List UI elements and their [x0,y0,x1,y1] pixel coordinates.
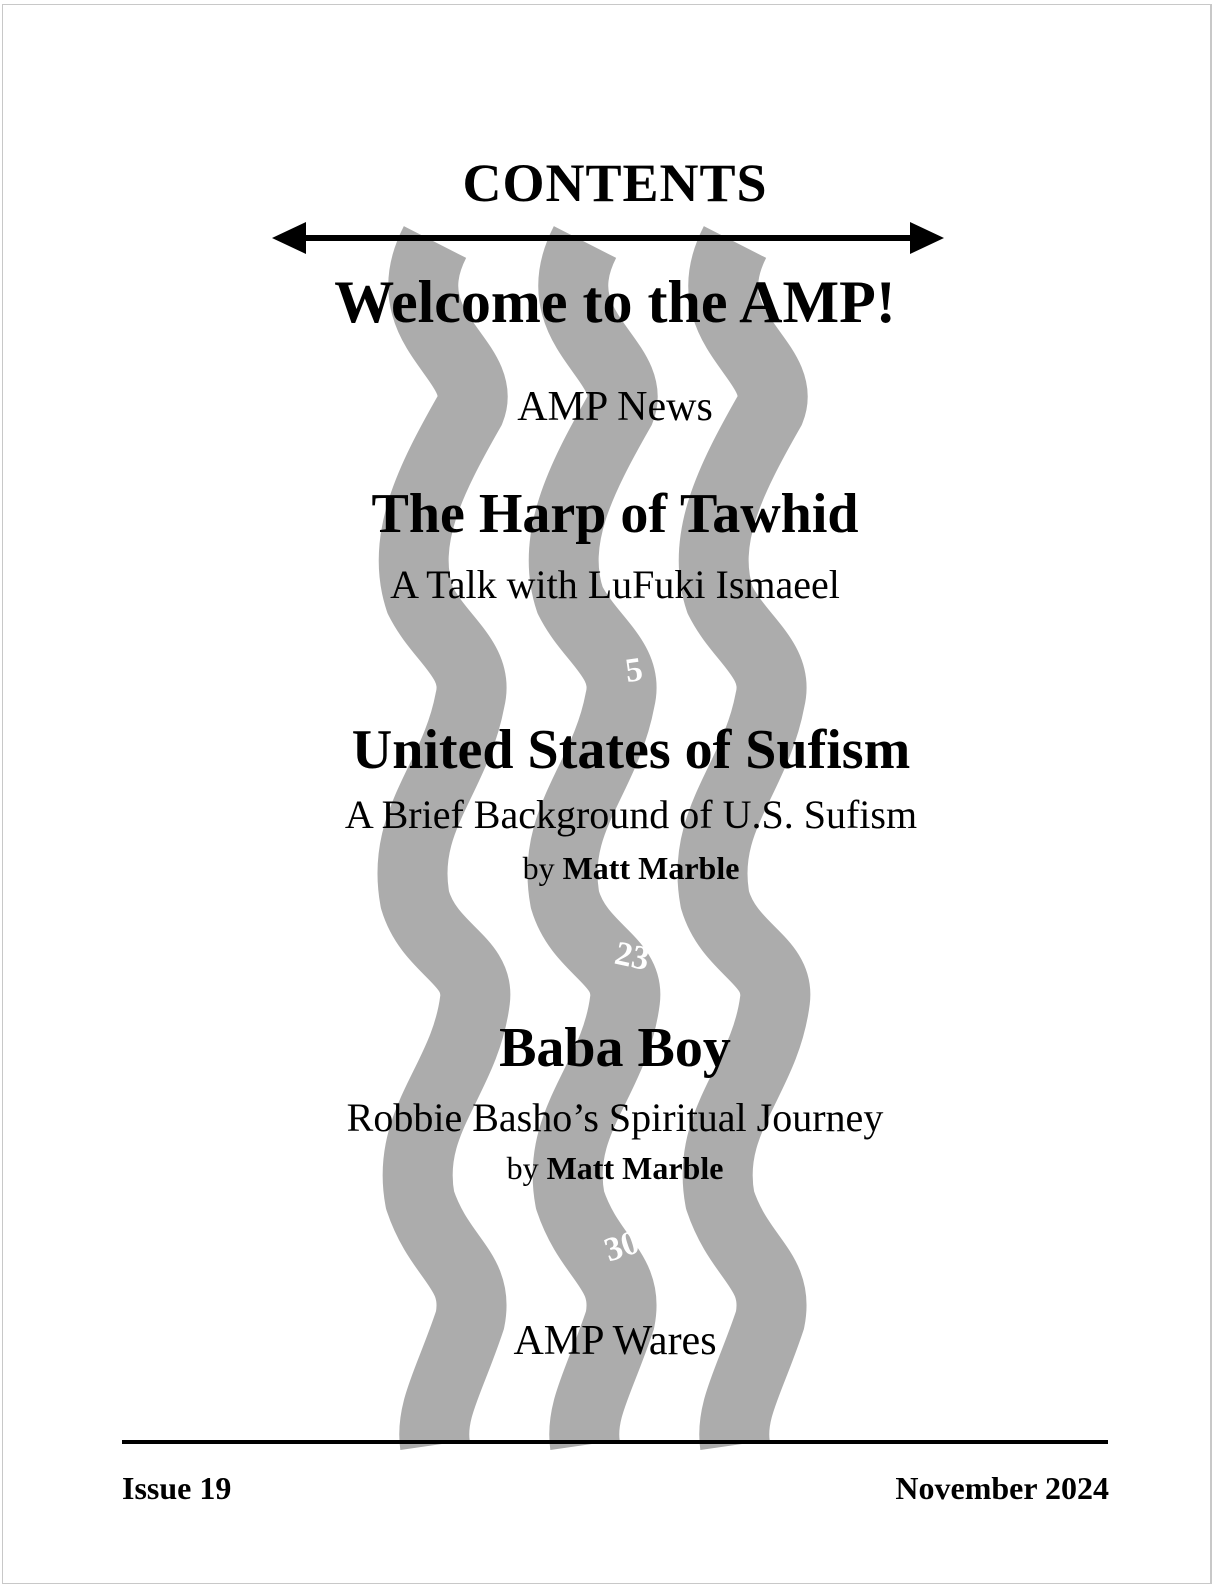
byline-author: Matt Marble [546,1150,724,1186]
page-number: 23 [611,934,653,979]
article-byline [0,1152,1230,1184]
issue-date: November 2024 [895,1470,1109,1506]
byline-prefix: by [522,850,555,886]
byline-author: Matt Marble [562,850,740,886]
article-subtitle: A Talk with LuFuki Ismaeel [390,562,840,607]
footer-divider [122,1440,1108,1444]
article-title: United States of Sufism [351,719,911,781]
article-title: Baba Boy [499,1017,731,1079]
article-subtitle: A Brief Background of U.S. Sufism [344,792,918,837]
page-number: 30 [599,1223,644,1270]
page-number: 5 [622,651,645,691]
welcome-heading: Welcome to the AMP! [334,269,896,335]
article-byline [16,852,1230,884]
double-headed-arrow-icon [272,222,944,254]
byline-prefix: by [506,1150,539,1186]
article-subtitle: Robbie Basho’s Spiritual Journey [346,1095,884,1140]
article-title: The Harp of Tawhid [371,483,859,545]
issue-number: Issue 19 [122,1470,232,1506]
amp-wares-item: AMP Wares [513,1318,717,1364]
amp-news-item: AMP News [517,384,713,430]
page-title: CONTENTS [462,153,768,213]
